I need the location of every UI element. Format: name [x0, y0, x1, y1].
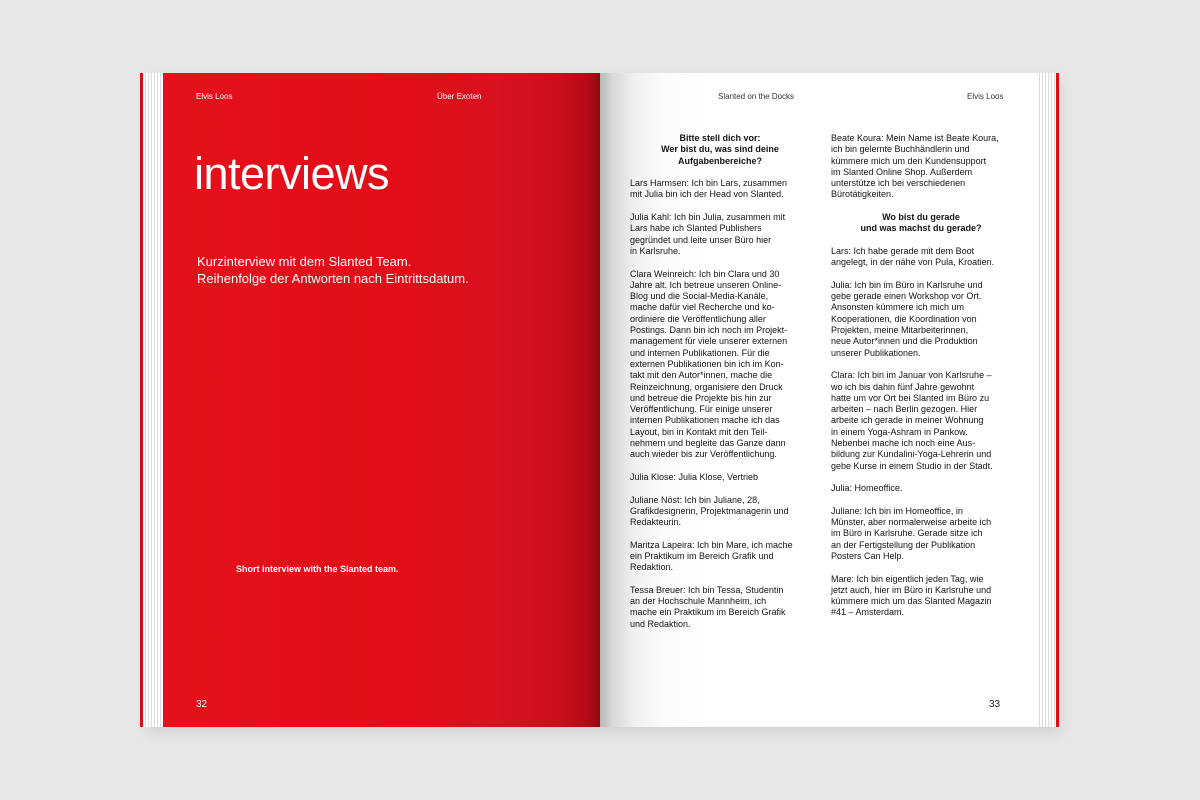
text-column-1: [630, 133, 810, 641]
running-head-section: Slanted on the Docks: [718, 92, 795, 101]
page-edges-right: [1036, 73, 1059, 727]
running-head-author: Elvis Loos: [967, 92, 1004, 101]
interview-answer: Lars Harmsen: Ich bin Lars, zusammen mit Julia bin ich der Head von Slanted.: [630, 178, 788, 200]
intro-line: Reihenfolge der Antworten nach Eintrittsdatum.: [197, 271, 469, 286]
interview-answer: Clara Weinreich: Ich bin Clara und 30 Jahre alt. Ich betreue unseren Online- Blog und die Social-Media-Kanäle, mache dafür viel Recherche und ko- ordiniere die Veröffentlichung aller Postings. Dann bin ich noch im Projekt- management für viele unserer externen und internen Publikationen. Für die externen Publikationen bin ich im Kon- takt mit den Autor*innen, mache die Reinzeichnung, organisiere den Druck und betreue die Projekte bis hin zur Veröffentlichung. Für einige unserer internen Publikationen mache ich das Layout, bin in Kontakt mit den Teil- nehmern und begleite das Ganze dann auch wieder bis zur Veröffentlichung.: [630, 268, 788, 460]
interview-answer: Julia: Homeoffice.: [831, 483, 903, 494]
interview-answer: Lars: Ich habe gerade mit dem Boot angelegt, in der nähe von Pula, Kroatien.: [831, 245, 995, 268]
interview-answer: Beate Koura: Mein Name ist Beate Koura, ich bin gelernte Buchhändlerin und kümmere mich um den Kundensupport im Slanted Online Shop. Außerdem unterstütze ich bei verschiedenen Bürotätigkeiten.: [831, 133, 999, 200]
interview-answer: Julia: Ich bin im Büro in Karlsruhe und gebe gerade einen Workshop vor Ort. Ansonsten kümmere ich mich um Kooperationen, die Koordination von Projekten, meine Mitarbeiterinnen, neue Autor*innen und die Produktion unserer Publikationen.: [831, 279, 983, 358]
page-number-left: 32: [196, 699, 208, 710]
page-title: interviews: [194, 148, 390, 199]
interview-question: Wo bist du gerade und was machst du gerade?: [860, 212, 982, 234]
running-head-section: Über Exoten: [437, 92, 482, 101]
left-page: [163, 73, 600, 727]
interview-answer: Tessa Breuer: Ich bin Tessa, Studentin an der Hochschule Mannheim, ich mache ein Praktikum im Bereich Grafik und Redaktion.: [630, 584, 786, 629]
interview-answer: Juliane: Ich bin im Homeoffice, in Münster, aber normalerweise arbeite ich im Büro in Karlsruhe. Gerade sitze ich an der Fertigstellung der Publikation Posters Can Help.: [831, 505, 992, 561]
running-head-author: Elvis Loos: [196, 92, 233, 101]
interview-answer: Mare: Ich bin eigentlich jeden Tag, wie jetzt auch, hier im Büro in Karlsruhe und kümmere mich um das Slanted Magazin #41 – Amsterdam.: [831, 573, 992, 618]
interview-answer: Maritza Lapeira: Ich bin Mare, ich mache ein Praktikum im Bereich Grafik und Redaktion.: [630, 539, 793, 573]
interview-answer: Julia Klose: Julia Klose, Vertrieb: [630, 471, 759, 482]
text-column-2: [831, 133, 1011, 630]
right-page: [600, 73, 1039, 727]
interview-question: Bitte stell dich vor: Wer bist du, was sind deine Aufgabenbereiche?: [661, 133, 779, 166]
english-caption: Short interview with the Slanted team.: [236, 564, 399, 574]
interview-answer: Juliane Nöst: Ich bin Juliane, 28, Grafikdesignerin, Projektmanagerin und Redakteurin.: [630, 494, 789, 528]
interview-answer: Clara: Ich bin im Januar von Karlsruhe – wo ich bis dahin fünf Jahre gewohnt hatte um vor Ort bei Slanted im Büro zu arbeiten – nach Berlin gezogen. Hier arbeite ich gerade in meiner Wohnung in einem Yoga-Ashram in Pankow. Nebenbei mache ich noch eine Aus- bildung zur Kundalini-Yoga-Lehrerin und gebe Kurse in einem Studio in der Stadt.: [831, 370, 993, 471]
interview-answer: Julia Kahl: Ich bin Julia, zusammen mit Lars habe ich Slanted Publishers gegründet und leite unser Büro hier in Karlsruhe.: [630, 212, 786, 256]
page-number-right: 33: [989, 699, 1001, 710]
intro-line: Kurzinterview mit dem Slanted Team.: [197, 254, 412, 269]
intro-text: [197, 253, 527, 287]
